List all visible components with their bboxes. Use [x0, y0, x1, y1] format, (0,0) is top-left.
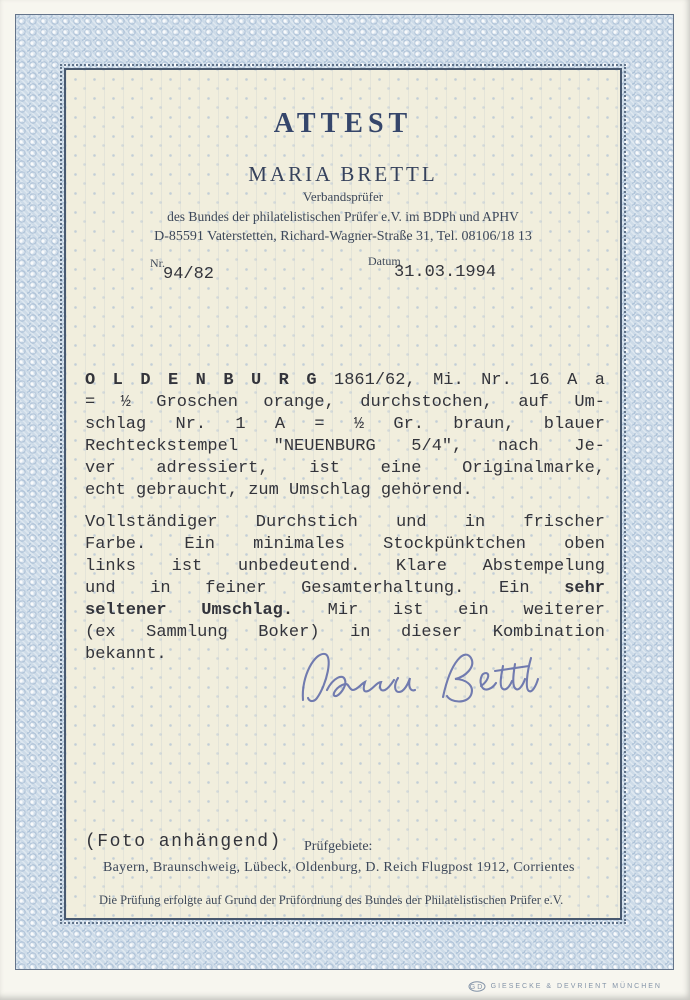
text-segment: und in feiner Gesamterhaltung. Ein — [85, 579, 565, 598]
text-segment: bekannt. — [85, 645, 167, 664]
text-segment: (ex Sammlung Boker) in dieser Kombination — [85, 623, 605, 642]
text-segment: Vollständiger Durchstich und in frischer — [85, 513, 605, 532]
certificate-title: ATTEST — [273, 108, 413, 139]
gd-logo-icon — [468, 981, 486, 992]
certificate-date-label: Datum — [368, 254, 401, 268]
text-segment: O L D E N B U R G — [85, 371, 317, 390]
photo-attached-note: (Foto anhängend) — [85, 832, 282, 852]
text-segment: schlag Nr. 1 A = ½ Gr. braun, blauer — [85, 415, 605, 434]
text-line — [85, 556, 605, 578]
certificate-number-value: 94/82 — [163, 265, 215, 284]
text-segment: = ½ Groschen orange, durchstochen, auf Um- — [85, 393, 605, 412]
handwritten-signature — [291, 640, 551, 725]
text-line — [85, 578, 605, 600]
text-segment: ver adressiert, ist eine Originalmarke, — [85, 459, 605, 478]
text-segment: Farbe. Ein minimales Stockpünktchen oben — [85, 535, 605, 554]
text-line — [85, 458, 605, 480]
description-paragraph — [85, 370, 605, 502]
text-segment: Rechteckstempel "NEUENBURG 5/4", nach Je- — [85, 437, 605, 456]
examiner-address: D-85591 Vaterstetten, Richard-Wagner-Straße 31, Tel. 08106/18 13 — [154, 229, 532, 244]
test-areas-label: Prüfgebiete: — [304, 839, 373, 854]
examiner-role: Verbandsprüfer — [302, 189, 384, 204]
text-segment: echt gebraucht, zum Umschlag gehörend. — [85, 481, 473, 500]
certificate-frame — [64, 68, 622, 920]
certificate-date-value: 31.03.1994 — [394, 263, 497, 282]
text-line — [85, 414, 605, 436]
text-line — [85, 436, 605, 458]
text-segment: Mir ist ein weiterer — [293, 601, 605, 620]
text-segment: 1861/62, Mi. Nr. 16 A a — [316, 371, 605, 390]
printer-imprint — [468, 981, 662, 992]
text-line — [85, 600, 605, 622]
test-areas-list: Bayern, Braunschweig, Lübeck, Oldenburg, D. Reich Flugpost 1912, Corrientes — [103, 860, 575, 875]
examiner-name: MARIA BRETTL — [248, 162, 438, 186]
text-line — [85, 480, 605, 502]
text-segment: seltener Umschlag. — [85, 601, 294, 620]
examiner-association: des Bundes der philatelistischen Prüfer e.V. im BDPh und APHV — [167, 209, 519, 224]
text-line — [85, 534, 605, 556]
legal-note: Die Prüfung erfolgte auf Grund der Prüfordnung des Bundes der Philatelistischen Prüfer e.V. — [99, 893, 564, 907]
svg-text:GD: GD — [469, 984, 484, 991]
text-line — [85, 370, 605, 392]
text-line — [85, 392, 605, 414]
text-line — [85, 512, 605, 534]
text-segment: links ist unbedeutend. Klare Abstempelung — [85, 557, 605, 576]
text-segment: sehr — [564, 579, 605, 598]
certificate-number-label: Nr. — [150, 256, 165, 270]
printer-imprint-text: GIESECKE & DEVRIENT MÜNCHEN — [490, 983, 662, 990]
